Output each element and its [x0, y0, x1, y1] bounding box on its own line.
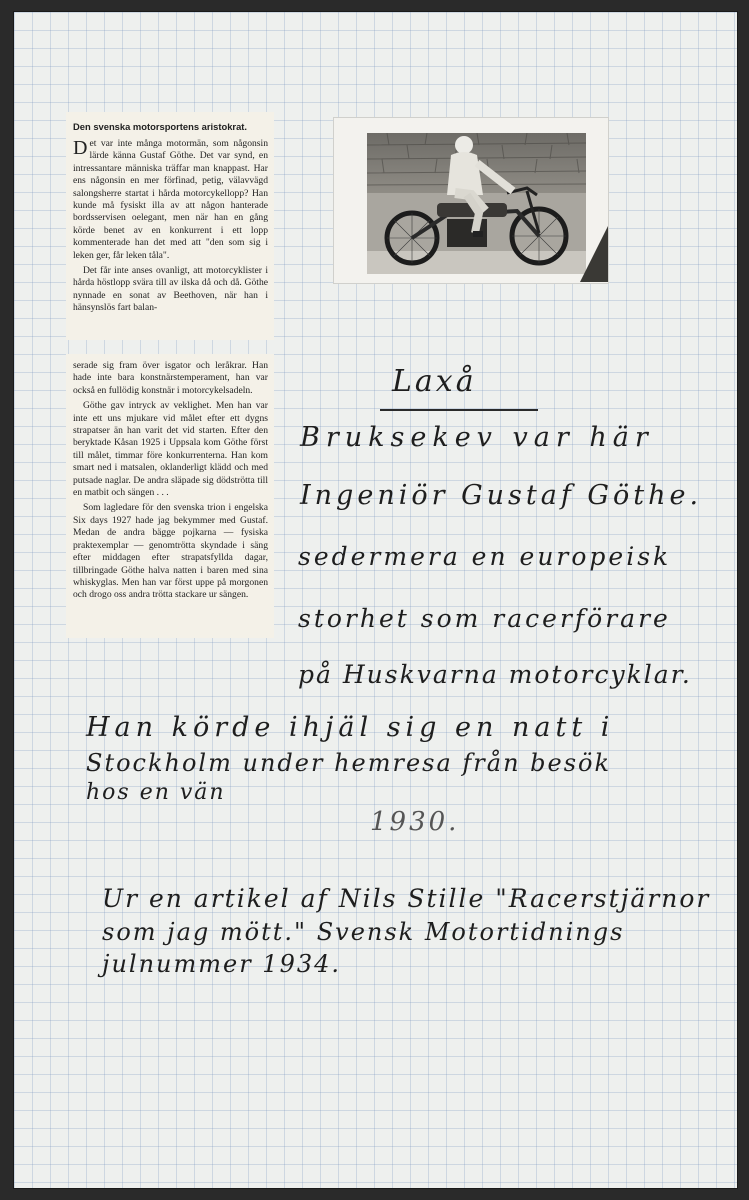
motorcycle-rider-photo-icon — [367, 133, 586, 274]
handwritten-line: storhet som racerförare — [298, 604, 671, 633]
clipping-paragraph: Göthe gav intryck av veklighet. Men han var inte ett uns mjukare vid målet efter ett dygns strapatser än han varit det vid starten. Efter den beryktade Kåsan 1925 i Uppsala kom Göthe först till målet, timmar före konkurrenterna. Han kom smart ned i matsalen, oklanderligt klädd och med putsade naglar. De andra släpade sig dödströtta till en matbit och sängen . . . — [73, 400, 268, 499]
handwritten-line: Ingeniör Gustaf Göthe. — [300, 480, 703, 511]
photo-corner-fragment-icon — [580, 226, 608, 282]
handwritten-line: Bruksekev var här — [300, 422, 654, 453]
handwritten-source-line: julnummer 1934. — [102, 950, 342, 978]
newspaper-clipping-top — [66, 112, 274, 340]
clipping-title: Den svenska motorsportens aristokrat. — [73, 121, 248, 132]
handwritten-year: 1930. — [370, 807, 460, 837]
clipping-paragraph: Som lagledare för den svenska trion i engelska Six days 1927 hade jag bekymmer med Gustaf. Medan de andra bägge pojkarna — fysiska praktexemplar — genomtrötta skyndade i säng efter middagen efter strapatsfyllda dagar, tillbringade Göthe halva natten i baren med sina whiskyglas. Men han var först uppe på morgonen och drogo oss andra trötta stackare ur sängen. — [73, 502, 268, 601]
newspaper-clipping-bottom — [66, 354, 274, 638]
handwritten-line: Han körde ihjäl sig en natt i — [86, 712, 615, 743]
handwritten-source-line: som jag mött." Svensk Motortidnings — [102, 918, 625, 946]
clipping-paragraph: serade sig fram över isgator och leråkrar. Han hade inte bara konstnärstemperament, han var också en fullödig konstnär i motorcykelsadeln. — [73, 360, 268, 396]
graph-paper-sheet — [14, 12, 737, 1188]
handwritten-line: hos en vän — [86, 780, 226, 805]
handwritten-heading: Laxå — [392, 364, 477, 399]
heading-underline — [380, 409, 538, 411]
photo-mount — [333, 117, 609, 284]
handwritten-line: på Huskvarna motorcyklar. — [298, 660, 692, 689]
handwritten-line: sedermera en europeisk — [298, 542, 672, 571]
handwritten-line: Stockholm under hemresa från besök — [86, 749, 612, 777]
clipping-paragraph: Det var inte många motormän, som någonsin lärde känna Gustaf Göthe. Det var synd, en intressantare människa träffar man knappast. Har ens någonsin en mer förfinad, petig, välavvägd salongsherre startat i hårda motorcykellopp? Han kunde må fysiskt illa av att någon hanterade bordsservisen oelegant, men när han en gång körde benet av en konkurrent i ett lopp kommenterade han det med att "den som sig i leken ger, får leken tåla". — [73, 137, 268, 261]
clipping-paragraph: Det får inte anses ovanligt, att motorcyklister i hårda höstlopp svära till av ilska då och då. Göthe nynnade en sonat av Beethoven, när han i hänsynslös fart balan- — [73, 265, 268, 314]
handwritten-source-line: Ur en artikel af Nils Stille "Racerstjärnor — [102, 884, 711, 913]
